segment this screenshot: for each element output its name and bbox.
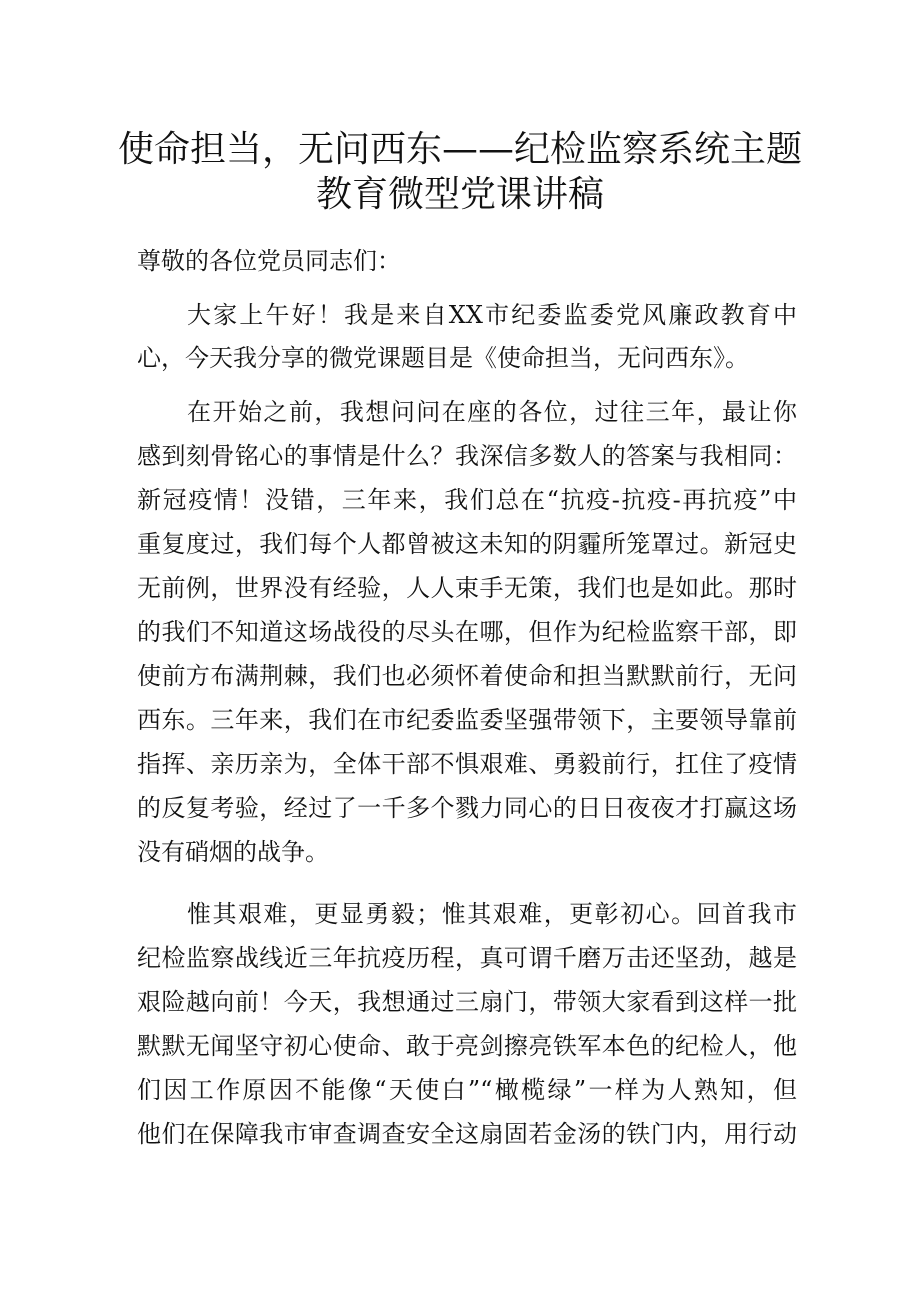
paragraph-2-line-2: 感到刻骨铭心的事情是什么？我深信多数人的答案与我相同： [137, 442, 797, 470]
paragraph-2-line-5: 无前例，世界没有经验，人人束手无策，我们也是如此。那时 [137, 574, 797, 602]
paragraph-3-line-5: 们因工作原因不能像“天使白”“橄榄绿”一样为人熟知，但 [137, 1076, 797, 1104]
paragraph-1-line-2: 心，今天我分享的微党课题目是《使命担当，无问西东》。 [137, 344, 749, 372]
paragraph-2-line-8: 西东。三年来，我们在市纪委监委坚强带领下，主要领导靠前 [137, 706, 797, 734]
paragraph-3-line-1: 惟其艰难，更显勇毅；惟其艰难，更彰初心。回首我市 [187, 900, 797, 928]
paragraph-2-line-4: 重复度过，我们每个人都曾被这未知的阴霾所笼罩过。新冠史 [137, 530, 797, 558]
paragraph-3-line-2: 纪检监察战线近三年抗疫历程，真可谓千磨万击还坚劲，越是 [137, 944, 797, 972]
paragraph-2-line-11: 没有硝烟的战争。 [137, 838, 329, 866]
salutation: 尊敬的各位党员同志们： [137, 247, 401, 275]
paragraph-2-line-7: 使前方布满荆棘，我们也必须怀着使命和担当默默前行，无问 [137, 662, 797, 690]
document-title-line-1: 使命担当，无问西东——纪检监察系统主题 [117, 129, 802, 170]
paragraph-2-line-9: 指挥、亲历亲为，全体干部不惧艰难、勇毅前行，扛住了疫情 [137, 750, 797, 778]
paragraph-2-line-1: 在开始之前，我想问问在座的各位，过往三年，最让你 [187, 398, 797, 426]
paragraph-2-line-6: 的我们不知道这场战役的尽头在哪，但作为纪检监察干部，即 [137, 618, 797, 646]
paragraph-1-line-1: 大家上午好！我是来自XX市纪委监委党风廉政教育中 [187, 301, 797, 329]
document-title-line-2: 教育微型党课讲稿 [315, 174, 604, 215]
paragraph-3-line-6: 他们在保障我市审查调查安全这扇固若金汤的铁门内，用行动 [137, 1120, 797, 1148]
paragraph-3-line-4: 默默无闻坚守初心使命、敢于亮剑擦亮铁军本色的纪检人，他 [137, 1032, 797, 1060]
paragraph-3-line-3: 艰险越向前！今天，我想通过三扇门，带领大家看到这样一批 [137, 988, 797, 1016]
paragraph-2-line-3: 新冠疫情！没错，三年来，我们总在“抗疫-抗疫-再抗疫”中 [137, 486, 797, 514]
paragraph-2-line-10: 的反复考验，经过了一千多个戮力同心的日日夜夜才打赢这场 [137, 794, 797, 822]
